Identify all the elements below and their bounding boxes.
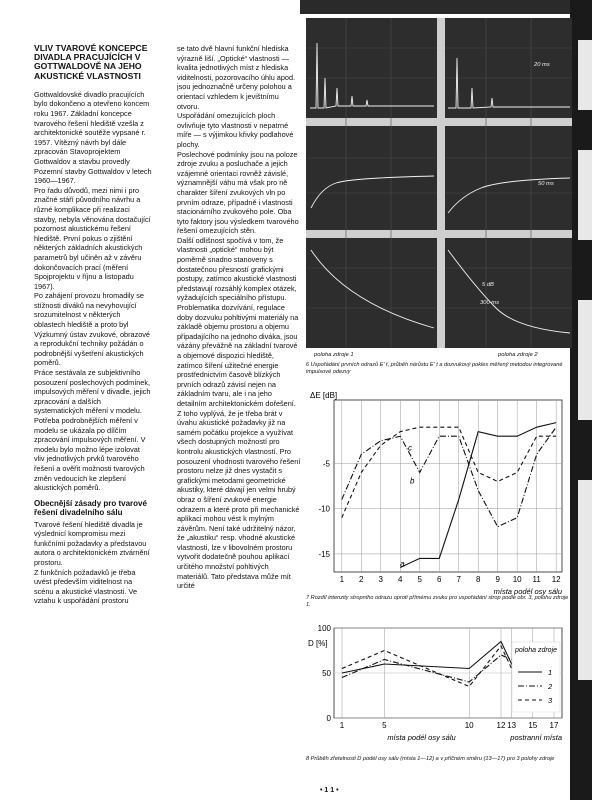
figure8-caption: 8 Průběh zřetelnosti D podél osy sálu (místa 1—12) a v příčném směru (13—17) pro 3 polohy zdroje	[306, 756, 555, 762]
x-tick-label: 5	[382, 721, 387, 730]
plot-frame	[334, 400, 562, 572]
x-tick-label: 8	[475, 575, 481, 584]
article-title: VLIV TVAROVÉ KONCEPCE DIVADLA PRACUJÍCÍCH V GOTTWALDOVĚ NA JEHO AKUSTICKÉ VLASTNOSTI	[34, 43, 148, 81]
x-tick-label: 7	[456, 575, 461, 584]
x-tick-label: 9	[495, 575, 500, 584]
label-5db: 5 dB	[482, 282, 494, 288]
x-tick-label: 6	[437, 575, 442, 584]
y-tick-label: 50	[322, 669, 331, 678]
x-tick-label: 12	[496, 721, 506, 730]
x-axis-label: místa podél osy sálu	[493, 587, 562, 596]
series-point-label: c	[408, 443, 413, 453]
oscillogram-traces	[306, 18, 572, 348]
series-line-b	[342, 427, 556, 527]
y-tick-label: -5	[322, 459, 330, 469]
x-tick-label: 1	[339, 721, 345, 730]
chart-figure-7	[306, 382, 570, 612]
y-axis-label: ΔE [dB]	[310, 391, 338, 400]
paragraph: se tato dvě hlavní funkční hlediska výrazně liší. „Optické“ vlastnosti — kvalita jednotlivých míst z hlediska viditelnosti, pozorovacího úhlu apod. jsou jednoznačně určeny polohou a orientací vzhledem k jevištnímu otvoru.	[177, 44, 296, 111]
text-column-2	[177, 44, 301, 591]
y-tick-label: -15	[318, 549, 330, 559]
x-tick-label: 11	[532, 575, 541, 584]
x-tick-label: 15	[528, 721, 538, 730]
x-tick-label: 17	[549, 721, 559, 730]
y-tick-label: 0	[326, 714, 331, 723]
label-50ms: 50 ms	[538, 181, 554, 187]
text-column-1	[34, 44, 152, 606]
position-label-1: poloha zdroje 1	[314, 352, 354, 358]
x-tick-label: 10	[512, 575, 522, 584]
position-label-2: poloha zdroje 2	[498, 352, 538, 358]
y-axis-label: D [%]	[308, 639, 328, 648]
paragraph: Tvarové řešení hlediště divadla je výslednicí kompromisu mezi funkčními požadavky a představou autora o architektonickém ztvárnění prostoru.	[34, 519, 150, 567]
x-axis-label-right: postranní místa	[510, 733, 562, 742]
x-tick-label: 5	[417, 575, 422, 584]
legend-label: 3	[548, 696, 553, 705]
page-number: • 1 1 •	[320, 787, 339, 794]
series-point-label: a	[400, 559, 405, 569]
series-line-c	[342, 427, 556, 518]
figure6-caption: 6 Uspořádání prvních odrazů E' t, průběh nárůstu E' t a dozvukový pokles měřený metodou integrované impulsové odezvy	[306, 362, 563, 375]
x-tick-label: 12	[551, 575, 561, 584]
figure7-caption: 7 Rozdíl intenzity stropního odrazu oproti přímému zvuku pro uspořádání strop podle obr. 3, polohu zdroje 1.	[306, 595, 569, 608]
x-tick-label: 1	[339, 575, 345, 584]
series-point-label: b	[410, 476, 415, 486]
paragraph: Práce sestávala ze subjektivního posouzení poslechových podmínek, impulsových měření v divadle, jejich zpracování a dalších systematických měření v modelu. Potřeba podrobnějších měření v modelu se ukázala po dílčím zpracování impulsových měření. V modelu bylo možno lépe izolovat vliv jednotlivých prvků tvarového řešení a ověřit možnosti tvarových změn vedoucích ke zlepšení akustických poměrů.	[34, 368, 151, 493]
x-tick-label: 13	[507, 721, 517, 730]
x-tick-label: 10	[464, 721, 474, 730]
y-tick-label: 100	[317, 624, 331, 633]
paragraph: Gottwaldovské divadlo pracujících bylo dokončeno a otevřeno koncem roku 1967. Základní koncepce tvarového řešení hlediště vzešla z architektonické soutěže vypsané r. 1957. Vítězný návrh byl dále zpracován Stavoprojektem Gottwaldov a stavbu provedly Pozemní stavby Gottwaldov v letech 1960—1967.	[34, 89, 152, 186]
oscillogram-photo	[306, 18, 572, 348]
scan-edge-right	[570, 0, 592, 800]
chart-figure-8	[306, 614, 570, 754]
legend-label: 1	[548, 668, 553, 677]
x-tick-label: 3	[378, 575, 383, 584]
paragraph: Pro řadu důvodů, mezi nimi i pro značné stáří původního návrhu a různé komplikace při realizaci stavby, nebyla věnována dostačující pozornost akustickému řešení hlediště. První pokus o zjištění některých základních akustických parametrů byl učiněn až v závěru dokončovacích prací (měření Spojprojektu v říjnu a listopadu 1967).	[34, 185, 151, 291]
x-axis-label: místa podél osy sálu	[387, 733, 456, 742]
page	[20, 0, 568, 800]
x-tick-label: 4	[398, 575, 403, 584]
paragraph: Z funkčních požadavků je třeba uvést především viditelnost na scénu a akustické vlastnosti. Ve vztahu k uspořádání prostoru	[34, 567, 138, 606]
paragraph: Po zahájení provozu hromadily se stížnosti diváků na nevyhovující srozumitelnost v některých oblastech hlediště a proto byl Výzkumný ústav zvukové, obrazové a reprodukční techniky požádán o podrobnější vyšetření akustických poměrů.	[34, 291, 150, 368]
legend-title: poloha zdroje	[514, 647, 558, 654]
label-300ms: 300 ms	[480, 300, 500, 306]
label-20ms: 20 ms	[534, 62, 550, 68]
paragraph: Z toho vyplývá, že je třeba brát v úvahu akustické požadavky již na samém počátku projekce a využívat všech dostupných možností pro kontrolu akustických vlastností. Pro posouzení vhodnosti tvarového řešení prostoru nelze již dnes vystačit s grafickými metodami geometrické akustiky, které dávají jen velmi hrubý obraz o šíření zvukové energie odrazem a které proto při mechanické aplikaci mohou vést k mylným závěrům. Není také udržitelný názor, že „akustiku“ resp. vhodné akustické vlastnosti, lze v libovolném prostoru vytvořit dodatečně pouhou aplikací určitého množství pohltivých materiálů. Tato představa může mít určité	[177, 408, 301, 591]
paragraph: Poslechové podmínky jsou na poloze zdroje zvuku a posluchače a jejich vzájemné orientaci rovněž závislé, významnější váhu má však pro ně charakter šíření zvukových vln po prvním odraze, případně i vlastnosti stacionárního zvukového pole. Oba tyto faktory jsou výsledkem tvarového řešení omezujících stěn.	[177, 149, 299, 236]
legend-label: 2	[548, 682, 553, 691]
paragraph: Další odlišnost spočívá v tom, že vlastnosti „optické“ mohou být poměrně snadno stanoveny s dostatečnou přesností grafickými postupy, zatímco akustické vlastnosti představují rozsáhlý komplex otázek, vyžadujících speciálního přístupu. Problematika dozvívání, regulace doby dozvuku pohltivými materiály na základě objemu prostoru a objemu připadajícího na jednoho diváka, jsou vázány převážně na základní tvarové a objemové dispozici hlediště, zatímco šíření užitečné energie prostřednictvím časově blízkých prvních odrazů závisí nejen na základním tvaru, ale i na jeho detailním architektonickém dořešení.	[177, 235, 299, 408]
x-tick-label: 2	[359, 575, 364, 584]
y-tick-label: -10	[318, 504, 330, 514]
section-heading: Obecnější zásady pro tvarové řešení divadelního sálu	[34, 498, 147, 518]
paragraph: Uspořádání omezujících ploch ovlivňuje tyto vlastnosti v nepatrné míře — s výjimkou křivky podlahové plochy.	[177, 111, 294, 149]
